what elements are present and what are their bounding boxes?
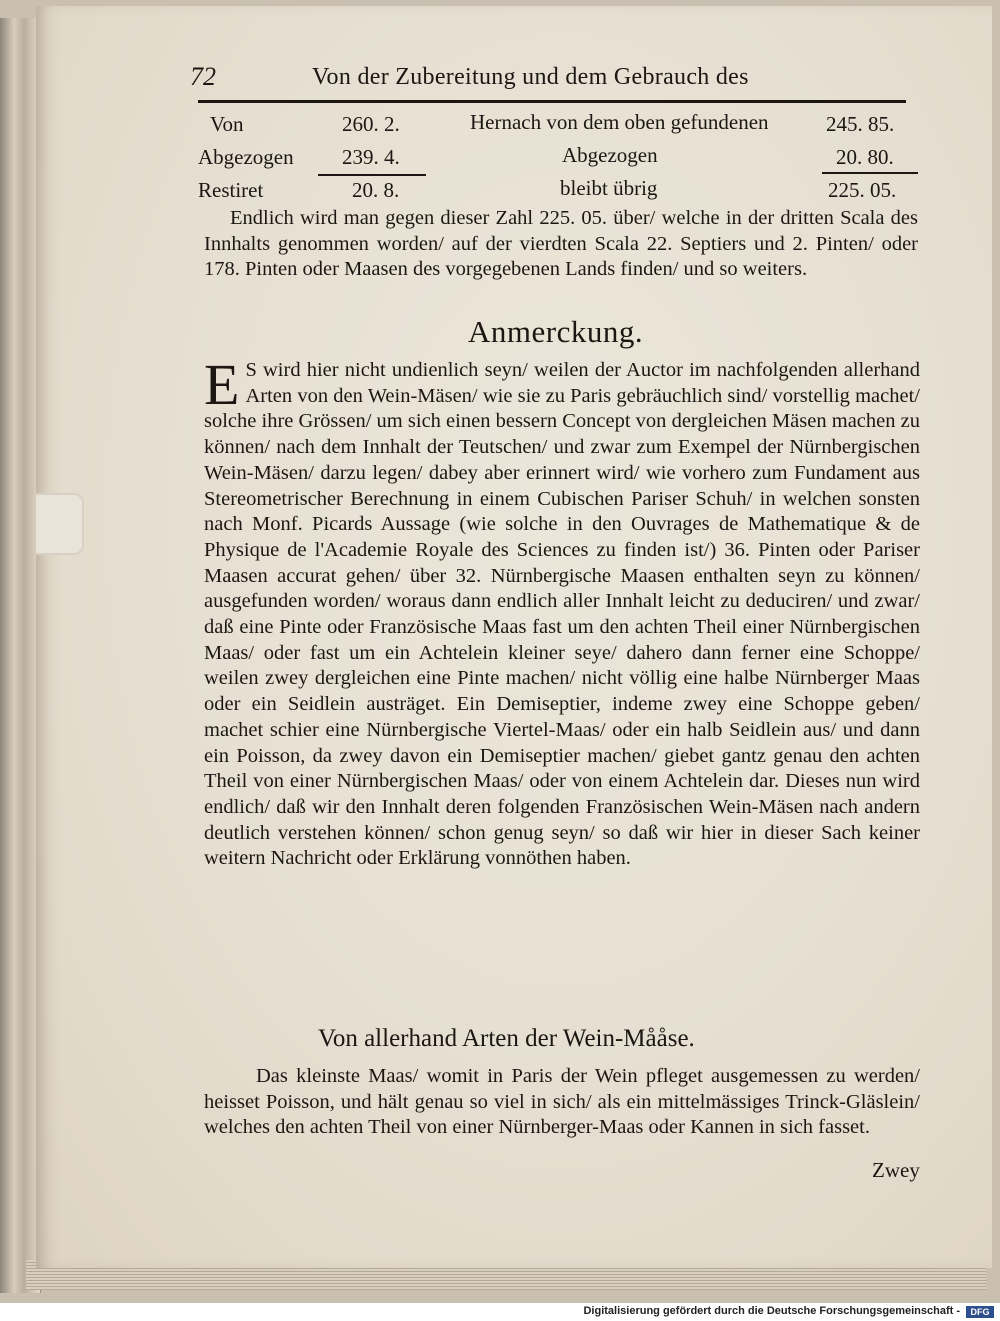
calc-row-3-right-value: 225. 05. [828, 178, 897, 202]
sum-rule-left [318, 174, 426, 176]
footer-credit: Digitalisierung gefördert durch die Deutsche Forschungsgemeinschaft - [583, 1305, 960, 1317]
calc-row-3-label: Restiret [198, 178, 264, 202]
intro-paragraph: Endlich wird man gegen dieser Zahl 225. 05. über/ welche in der dritten Scala des Innhalts genommen worden/ auf der vierdten Scala 22. Septiers und 2. Pinten/ oder 178. Pinten oder Maasen des vorgegebenen Lands finden/ und so weiters. [204, 207, 918, 281]
anmerckung-heading: Anmerckung. [468, 314, 644, 349]
catchword: Zwey [872, 1158, 920, 1182]
dfg-logo: DFG [966, 1306, 994, 1318]
calc-row-1-label: Von [210, 112, 244, 136]
sum-rule-right [822, 172, 918, 174]
calc-row-1-right-label: Hernach von dem oben gefundenen [470, 110, 769, 134]
bookmark-tab [36, 493, 84, 555]
calc-row-1-value: 260. 2. [342, 112, 400, 136]
section-paragraph: Das kleinste Maas/ womit in Paris der Wein pfleget ausgemessen zu werden/ heisset Poisson, und hält genau so viel in sich/ als ein mittelmässiges Trinck-Gläslein/ welches den achten Theil von einer Nürnberger-Maas oder Kannen in sich fasset. [204, 1065, 920, 1139]
calc-row-3-value: 20. 8. [352, 178, 400, 202]
calc-row-2-right-label: Abgezogen [562, 143, 658, 167]
drop-cap: E [204, 352, 240, 417]
calc-row-1-right-value: 245. 85. [826, 112, 895, 136]
page-number: 72 [190, 62, 216, 91]
running-head: Von der Zubereitung und dem Gebrauch des [312, 64, 749, 90]
header-rule [198, 100, 906, 103]
anmerckung-text: S wird hier nicht undienlich seyn/ weilen der Auctor im nachfolgenden allerhand Arten von den Wein-Mäsen/ wie sie zu Paris gebräuchlich sind/ vorstellig machet/ solche ihre Grössen/ um sich einen bessern Concept von dergleichen Mäsen machen zu können/ nach dem Innhalt der Teutschen/ und zwar zum Exempel der Nürnbergischen Wein-Mäsen/ darzu legen/ dabey aber erinnert wird/ wie vorhero zum Fundament aus Stereometrischer Berechnung in einem Cubischen Pariser Schuh/ in welchen sonsten nach Monf. Picards Aussage (wie solche in den Ouvrages de Mathematique & de Physique de l'Academie Royale des Sciences zu finden ist/) 36. Pinten oder Pariser Maasen accurat gehen/ über 32. Nürnbergische Maasen enthalten seyn zu können/ ausgefunden worden/ woraus dann endlich aller Innhalt leicht zu deduciren/ und zwar/ daß eine Pinte oder Französische Maas fast um den achten Theil einer Nürnbergischen Maas/ oder fast um ein Achtelein kleiner seye/ dahero dann ferner eine Schoppe/ weilen zwey dergleichen eine Pinte machen/ nicht völlig eine halbe Nürnberger Maas oder ein Seidlein austräget. Ein Demiseptier, indeme zwey eine Schoppe geben/ machet schier eine Nürnbergische Viertel-Maas/ oder ein halb Seidlein aus/ und dann ein Poisson, da zwey davon ein Demiseptier machen/ giebet gantz genau den achten Theil von einer Nürnbergischen Maas/ oder von einem Achtelein dar. Dieses nun wird endlich/ daß wir den Innhalt deren folgenden Französischen Wein-Mäsen nach andern deutlich verstehen können/ schon genug seyn/ so daß wir hier in dieser Sach keiner weitern Nachricht oder Erklärung vonnöthen haben. [204, 359, 920, 870]
section-title: Von allerhand Arten der Wein-Mååse. [318, 1025, 695, 1052]
calc-row-2-value: 239. 4. [342, 145, 400, 169]
calc-row-2-right-value: 20. 80. [836, 145, 894, 169]
book-edge-left [0, 18, 41, 1293]
calc-row-3-right-label: bleibt übrig [560, 176, 658, 200]
page-header [190, 62, 905, 102]
digitization-footer [0, 1303, 1000, 1321]
calc-row-2-label: Abgezogen [198, 145, 294, 169]
anmerckung-body [204, 352, 920, 872]
